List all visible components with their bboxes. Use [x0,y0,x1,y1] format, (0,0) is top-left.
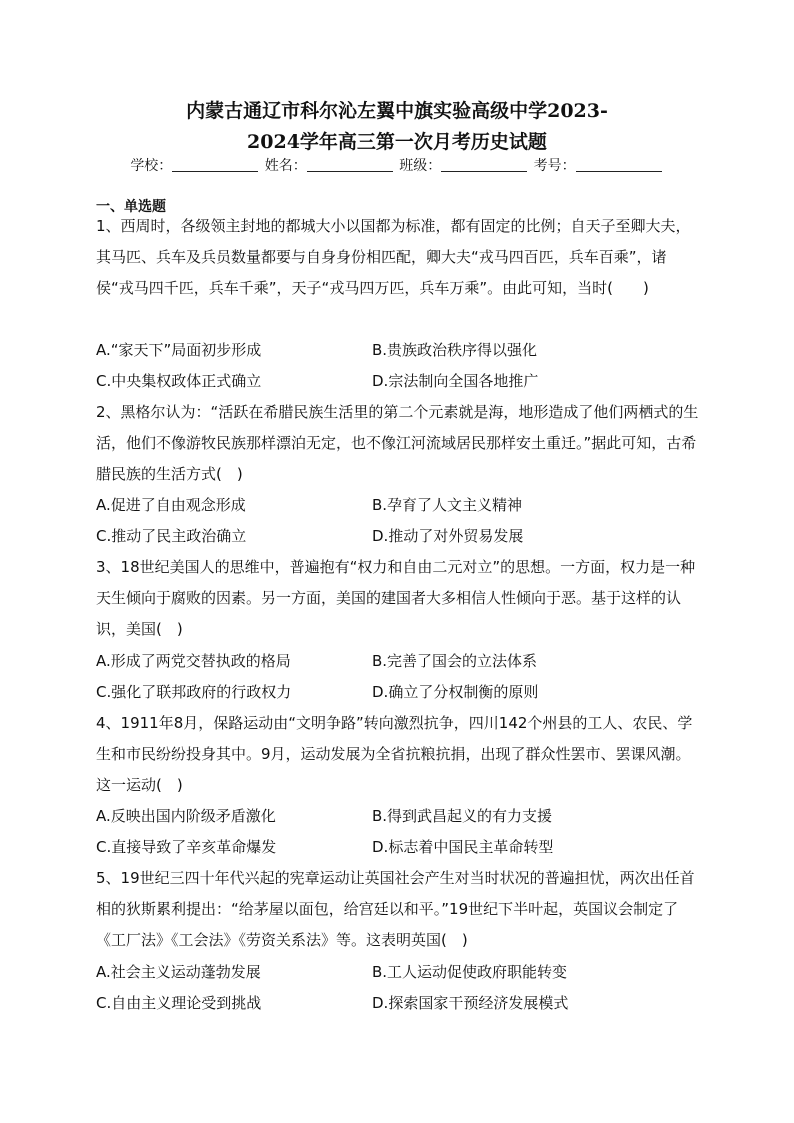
question-2-option-a[interactable]: A.促进了自由观念形成 [96,496,246,514]
question-3-option-a[interactable]: A.形成了两党交替执政的格局 [96,652,291,670]
section-heading: 一、单选题 [96,199,166,215]
question-2-stem: 2、黑格尔认为：“活跃在希腊民族生活里的第二个元素就是海，地形造成了他们两栖式的生活，他们不像游牧民族那样漂泊无定，也不像江河流域居民那样安土重迁。”据此可知，古希腊民族的生活方式( ) [96,403,699,483]
question-4-stem: 4、1911年8月，保路运动由“文明争路”转向激烈抗争，四川142个州县的工人、农民、学生和市民纷纷投身其中。9月，运动发展为全省抗粮抗捐，出现了群众性罢市、罢课风潮。这一运动( ) [96,714,693,794]
question-2-option-b[interactable]: B.孕育了人文主义精神 [372,496,523,514]
question-3-option-d[interactable]: D.确立了分权制衡的原则 [372,683,539,701]
question-2-option-c[interactable]: C.推动了民主政治确立 [96,527,247,545]
number-label: 考号： [533,158,576,174]
question-3-option-b[interactable]: B.完善了国会的立法体系 [372,652,538,670]
question-1-option-a[interactable]: A.“家天下”局面初步形成 [96,341,262,359]
question-1-option-d[interactable]: D.宗法制向全国各地推广 [372,372,539,390]
exam-title-line-1: 内蒙古通辽市科尔沁左翼中旗实验高级中学2023- [186,100,608,122]
class-label: 班级： [399,158,442,174]
question-5-option-d[interactable]: D.探索国家干预经济发展模式 [372,994,569,1012]
question-1-option-b[interactable]: B.贵族政治秩序得以强化 [372,341,538,359]
question-5-option-a[interactable]: A.社会主义运动蓬勃发展 [96,963,261,981]
question-1-stem: 1、西周时，各级领主封地的都城大小以国都为标准，都有固定的比例；自天子至卿大夫，其马匹、兵车及兵员数量都要与自身身份相匹配，卿大夫“戎马四百匹，兵车百乘”，诸侯“戎马四千匹，兵车千乘”，天子“戎马四万匹，兵车万乘”。由此可知，当时( ) [96,217,691,297]
school-blank[interactable] [172,157,258,172]
class-blank[interactable] [441,157,527,172]
question-3-option-c[interactable]: C.强化了联邦政府的行政权力 [96,683,292,701]
question-3-stem: 3、18世纪美国人的思维中，普遍抱有“权力和自由二元对立”的思想。一方面，权力是一种天生倾向于腐败的因素。另一方面，美国的建国者大多相信人性倾向于恶。基于这样的认识，美国( ) [96,558,696,638]
question-1-option-c[interactable]: C.中央集权政体正式确立 [96,372,262,390]
question-4-option-a[interactable]: A.反映出国内阶级矛盾激化 [96,807,276,825]
exam-title-line-2: 2024学年高三第一次月考历史试题 [247,131,547,153]
question-5-option-c[interactable]: C.自由主义理论受到挑战 [96,994,262,1012]
question-4-option-d[interactable]: D.标志着中国民主革命转型 [372,838,554,856]
student-info-row [0,155,794,175]
number-blank[interactable] [576,157,662,172]
question-5-option-b[interactable]: B.工人运动促使政府职能转变 [372,963,568,981]
name-blank[interactable] [307,157,393,172]
question-2-option-d[interactable]: D.推动了对外贸易发展 [372,527,524,545]
name-label: 姓名： [264,158,307,174]
question-4-option-c[interactable]: C.直接导致了辛亥革命爆发 [96,838,277,856]
school-label: 学校： [130,158,173,174]
question-4-option-b[interactable]: B.得到武昌起义的有力支援 [372,807,553,825]
question-5-stem: 5、19世纪三四十年代兴起的宪章运动让英国社会产生对当时状况的普遍担忧，两次出任首相的狄斯累利提出：“给茅屋以面包，给宫廷以和平。”19世纪下半叶起，英国议会制定了《工厂法》《工会法》《劳资关系法》等。这表明英国( ) [96,869,695,949]
